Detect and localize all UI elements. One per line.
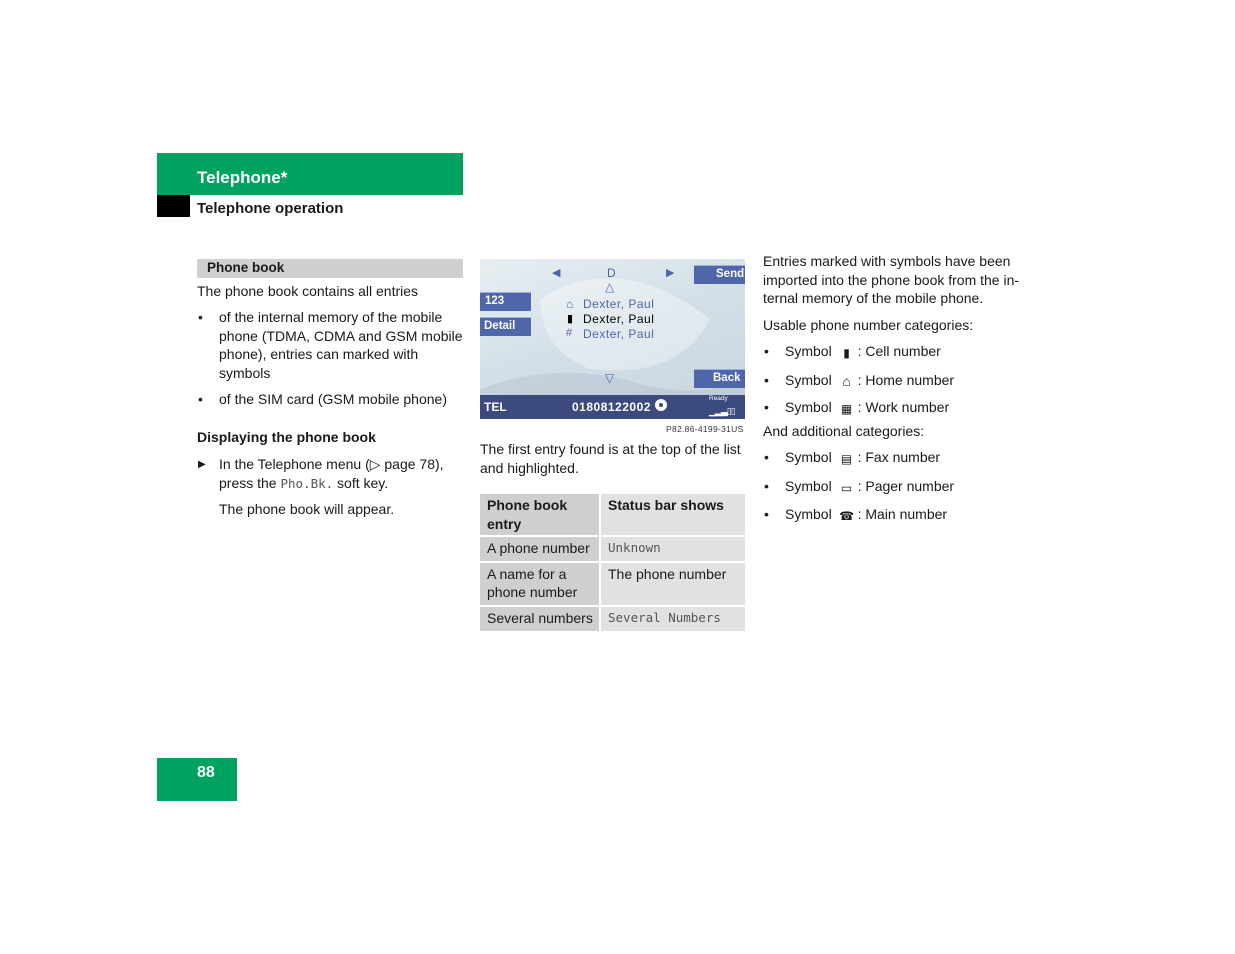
list-item: • Symbol ⌂ : Home number (763, 371, 1043, 391)
phonebook-display (480, 259, 745, 419)
section-marker (157, 195, 190, 217)
page-number: 88 (197, 764, 215, 781)
phone-book-intro: The phone book contains all entries (197, 283, 419, 299)
usable-categories-label: Usable phone number categories: (763, 317, 974, 333)
list-item: • Symbol ▮ : Cell number (763, 342, 1043, 363)
step-arrow-icon: ▶ (198, 459, 206, 470)
table-row (480, 537, 745, 561)
table-row (480, 607, 745, 631)
phonebook-entry-highlighted[interactable]: Dexter, Paul (583, 312, 655, 326)
table-cell: Several Numbers (601, 607, 745, 631)
work-icon: # (566, 327, 573, 339)
status-tel: TEL (484, 400, 507, 414)
arrow-right-icon[interactable]: ▶ (666, 267, 675, 279)
symbols-intro: Entries marked with symbols have been imported into the phone book from the in- ternal memory of the mobile phone. (763, 253, 1020, 307)
status-bar (480, 395, 745, 419)
back-button[interactable]: Back (694, 369, 745, 388)
list-item: • of the SIM card (GSM mobile phone) (197, 390, 467, 409)
signal-icon: ▁▂▃▯▯ (709, 406, 735, 416)
arrow-down-icon[interactable]: ▽ (605, 371, 615, 385)
phone-book-heading: Phone book (207, 260, 285, 275)
entries-source-list (197, 308, 467, 409)
list-item: • Symbol ▤ : Fax number (763, 448, 1043, 469)
phonebook-entry[interactable]: Dexter, Paul (583, 327, 655, 341)
list-item: • of the internal memory of the mobile phone (TDMA, CDMA and GSM mobile phone), entries can marked with symbols (197, 308, 467, 382)
table-cell: Unknown (601, 537, 745, 561)
detail-button[interactable]: Detail (480, 317, 531, 336)
status-bar-table (480, 492, 745, 633)
work-icon: ▦ (840, 402, 853, 417)
list-item: • Symbol ☎ : Main number (763, 505, 1043, 526)
home-icon: ⌂ (566, 297, 574, 311)
table-cell: A name for a phone number (480, 563, 601, 605)
arrow-up-icon[interactable]: △ (605, 280, 615, 294)
arrow-left-icon[interactable]: ◀ (552, 267, 561, 279)
table-cell: A phone number (480, 537, 601, 561)
usable-categories-list (763, 342, 1043, 419)
list-item: • Symbol ▭ : Pager number (763, 477, 1043, 498)
screen-caption: The first entry found is at the top of the list and highlighted. (480, 441, 741, 476)
column-header: Phone book entry (480, 494, 601, 535)
status-ready: Ready (709, 395, 728, 402)
displaying-heading: Displaying the phone book (197, 429, 376, 445)
current-letter: D (607, 266, 616, 280)
chapter-title: Telephone* (197, 168, 288, 187)
table-cell: Several numbers (480, 607, 601, 631)
numbers-button[interactable]: 123 (480, 292, 531, 311)
fax-icon: ▤ (840, 452, 853, 466)
section-title: Telephone operation (197, 200, 344, 217)
pager-icon: ▭ (840, 480, 853, 495)
additional-categories-label: And additional categories: (763, 423, 925, 439)
send-button[interactable]: Send (694, 265, 745, 284)
cell-icon: ▮ (843, 346, 850, 360)
step-instruction: In the Telephone menu (▷ page 78), press the Pho.Bk. soft key. (219, 456, 444, 491)
table-row (480, 563, 745, 605)
phonebook-entry[interactable]: Dexter, Paul (583, 297, 655, 311)
table-header-row (480, 494, 745, 535)
phone-book-section-bar (197, 259, 463, 278)
home-icon: ⌂ (842, 372, 851, 389)
step-result: The phone book will appear. (219, 501, 395, 517)
softkey-name: Pho.Bk. (280, 475, 334, 491)
list-item: • Symbol ▦ : Work number (763, 398, 1043, 419)
status-number: 01808122002 (572, 400, 651, 414)
table-cell: The phone number (601, 563, 745, 605)
additional-categories-list (763, 448, 1043, 526)
column-header: Status bar shows (601, 494, 745, 535)
image-code: P82.86-4199-31US (666, 424, 744, 434)
main-phone-icon: ☎ (839, 509, 855, 524)
cell-icon: ▮ (567, 313, 574, 325)
